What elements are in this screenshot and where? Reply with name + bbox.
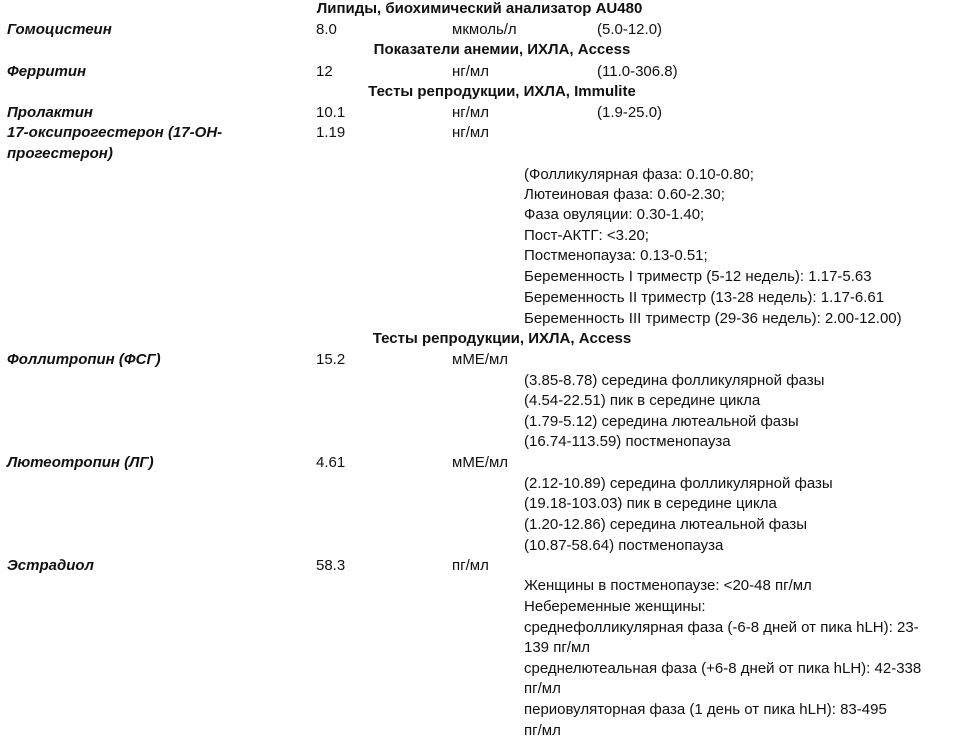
ref-line: Женщины в постменопаузе: <20-48 пг/мл — [524, 577, 812, 594]
test-value-estradiol: 58.3 — [316, 557, 346, 574]
section-header-lipids: Липиды, биохимический анализатор AU480 — [316, 0, 643, 17]
test-unit-17ohp: нг/мл — [452, 124, 489, 141]
test-name-17ohp-cont: прогестерон) — [7, 145, 113, 162]
test-value-homocysteine: 8.0 — [316, 21, 337, 38]
test-ref-ferritin: (11.0-306.8) — [597, 63, 678, 80]
ref-line: Беременность III триместр (29-36 недель): 2.00-12.00) — [524, 310, 902, 327]
ref-line: Беременность I триместр (5-12 недель): 1.17-5.63 — [524, 268, 872, 285]
test-name-prolactin: Пролактин — [7, 104, 93, 121]
test-unit-estradiol: пг/мл — [452, 557, 489, 574]
test-name-lh: Лютеотропин (ЛГ) — [7, 454, 154, 471]
ref-line: среднелютеальная фаза (+6-8 дней от пика hLH): 42-338 — [524, 660, 922, 677]
ref-line: Небеременные женщины: — [524, 598, 706, 615]
ref-line: Беременность II триместр (13-28 недель): 1.17-6.61 — [524, 289, 885, 306]
test-name-ferritin: Ферритин — [7, 63, 87, 80]
ref-line: (Фолликулярная фаза: 0.10-0.80; — [524, 166, 754, 183]
test-unit-prolactin: нг/мл — [452, 104, 489, 121]
ref-line: Фаза овуляции: 0.30-1.40; — [524, 206, 705, 223]
test-unit-ferritin: нг/мл — [452, 63, 489, 80]
test-value-prolactin: 10.1 — [316, 104, 346, 121]
test-value-17ohp: 1.19 — [316, 124, 346, 141]
ref-line: пг/мл — [524, 722, 561, 739]
ref-line: среднефолликулярная фаза (-6-8 дней от пика hLH): 23- — [524, 619, 919, 636]
ref-line: (2.12-10.89) середина фолликулярной фазы — [524, 475, 833, 492]
ref-line: 139 пг/мл — [524, 639, 591, 656]
test-ref-homocysteine: (5.0-12.0) — [597, 21, 663, 38]
section-header-repro-access: Тесты репродукции, ИХЛА, Access — [372, 330, 632, 347]
test-name-homocysteine: Гомоцистеин — [7, 21, 112, 38]
ref-line: Постменопауза: 0.13-0.51; — [524, 247, 708, 264]
test-name-17ohp: 17-оксипрогестерон (17-ОН- — [7, 124, 223, 141]
test-name-estradiol: Эстрадиол — [7, 557, 94, 574]
ref-line: (3.85-8.78) середина фолликулярной фазы — [524, 372, 825, 389]
section-header-anemia: Показатели анемии, ИХЛА, Access — [373, 41, 631, 58]
test-value-fsh: 15.2 — [316, 351, 346, 368]
test-unit-homocysteine: мкмоль/л — [452, 21, 517, 38]
ref-line: периовуляторная фаза (1 день от пика hLH): 83-495 — [524, 701, 887, 718]
test-value-ferritin: 12 — [316, 63, 333, 80]
ref-line: Лютеиновая фаза: 0.60-2.30; — [524, 186, 725, 203]
ref-line: пг/мл — [524, 680, 561, 697]
ref-line: (4.54-22.51) пик в середине цикла — [524, 392, 761, 409]
ref-line: (16.74-113.59) постменопауза — [524, 433, 731, 450]
ref-line: (1.20-12.86) середина лютеальной фазы — [524, 516, 807, 533]
ref-line: (19.18-103.03) пик в середине цикла — [524, 495, 777, 512]
test-unit-lh: мМЕ/мл — [452, 454, 509, 471]
test-name-fsh: Фоллитропин (ФСГ) — [7, 351, 161, 368]
ref-line: (1.79-5.12) середина лютеальной фазы — [524, 413, 799, 430]
test-ref-prolactin: (1.9-25.0) — [597, 104, 663, 121]
test-value-lh: 4.61 — [316, 454, 346, 471]
section-header-repro-immulite: Тесты репродукции, ИХЛА, Immulite — [368, 83, 636, 100]
test-unit-fsh: мМЕ/мл — [452, 351, 509, 368]
ref-line: (10.87-58.64) постменопауза — [524, 537, 724, 554]
ref-line: Пост-АКТГ: <3.20; — [524, 227, 649, 244]
